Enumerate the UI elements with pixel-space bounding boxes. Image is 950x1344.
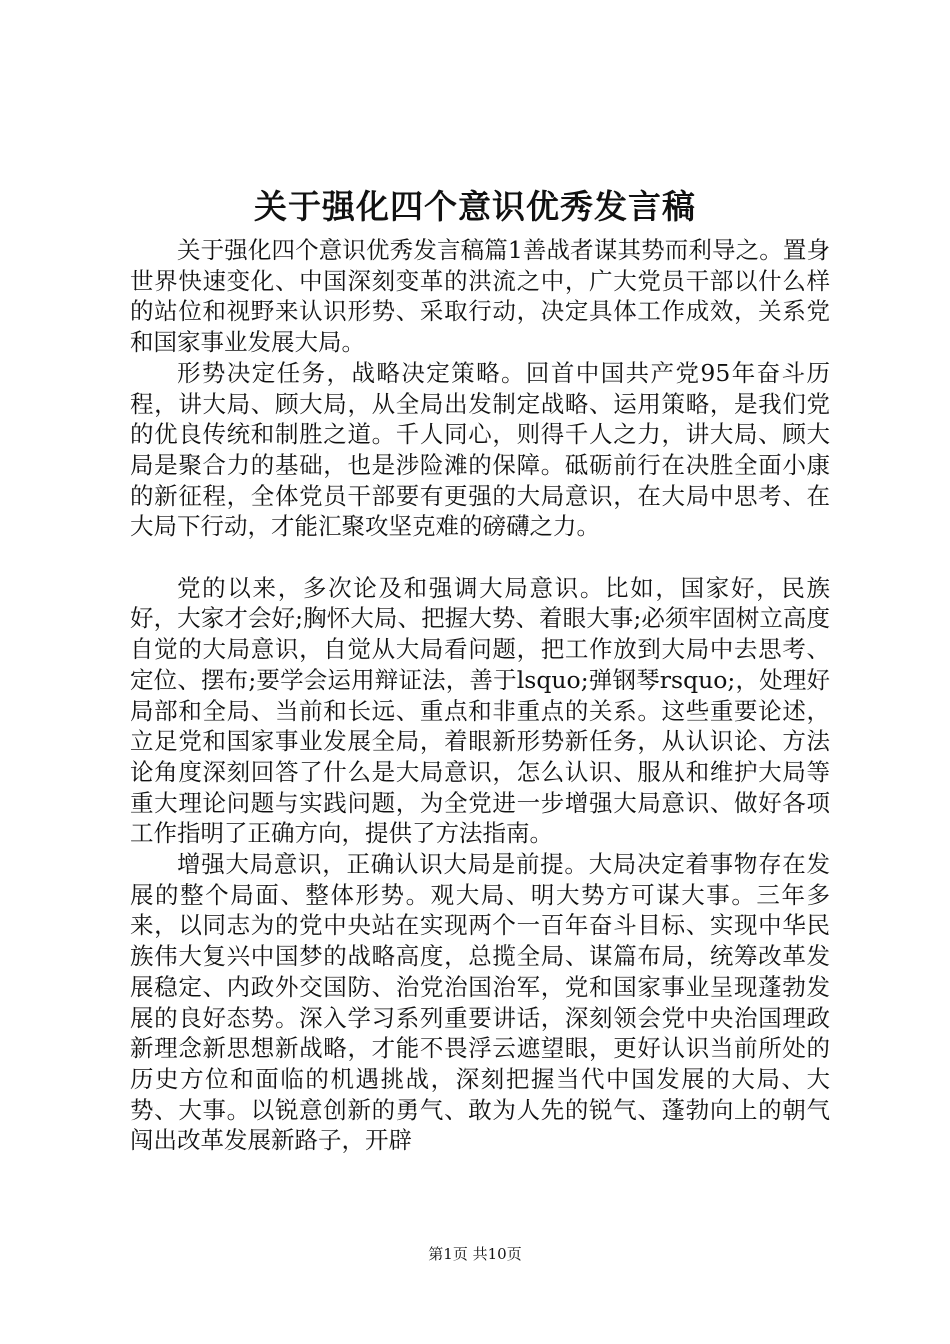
paragraph-spacer [130, 542, 830, 573]
document-title: 关于强化四个意识优秀发言稿 [254, 187, 696, 226]
paragraph-2: 形势决定任务，战略决定策略。回首中国共产党95年奋斗历程，讲大局、顾大局，从全局出发制定战略、运用策略，是我们党的优良传统和制胜之道。千人同心，则得千人之力，讲大局、顾大局是聚合力的基础，也是涉险滩的保障。砥砺前行在决胜全面小康的新征程，全体党员干部要有更强的大局意识，在大局中思考、在大局下行动，才能汇聚攻坚克难的磅礴之力。 [130, 358, 830, 541]
paragraph-4: 增强大局意识，正确认识大局是前提。大局决定着事物存在发展的整个局面、整体形势。观大局、明大势方可谋大事。三年多来，以同志为的党中央站在实现两个一百年奋斗目标、实现中华民族伟大复兴中国梦的战略高度，总揽全局、谋篇布局，统筹改革发展稳定、内政外交国防、治党治国治军，党和国家事业呈现蓬勃发展的良好态势。深入学习系列重要讲话，深刻领会党中央治国理政新理念新思想新战略，才能不畏浮云遮望眼，更好认识当前所处的历史方位和面临的机遇挑战，深刻把握当代中国发展的大局、大势、大事。以锐意创新的勇气、敢为人先的锐气、蓬勃向上的朝气闯出改革发展新路子，开辟 [130, 850, 830, 1155]
page-footer: 第1页 共10页 [428, 1245, 522, 1263]
paragraph-3: 党的以来，多次论及和强调大局意识。比如，国家好，民族好，大家才会好;胸怀大局、把握大势、着眼大事;必须牢固树立高度自觉的大局意识，自觉从大局看问题，把工作放到大局中去思考、定位、摆布;要学会运用辩证法，善于lsquo;弹钢琴rsquo;，处理好局部和全局、当前和长远、重点和非重点的关系。这些重要论述，立足党和国家事业发展全局，着眼新形势新任务，从认识论、方法论角度深刻回答了什么是大局意识，怎么认识、服从和维护大局等重大理论问题与实践问题，为全党进一步增强大局意识、做好各项工作指明了正确方向，提供了方法指南。 [130, 573, 830, 848]
paragraph-1: 关于强化四个意识优秀发言稿篇1善战者谋其势而利导之。置身世界快速变化、中国深刻变革的洪流之中，广大党员干部以什么样的站位和视野来认识形势、采取行动，决定具体工作成效，关系党和国家事业发展大局。 [130, 236, 830, 357]
document-body [130, 235, 830, 1156]
